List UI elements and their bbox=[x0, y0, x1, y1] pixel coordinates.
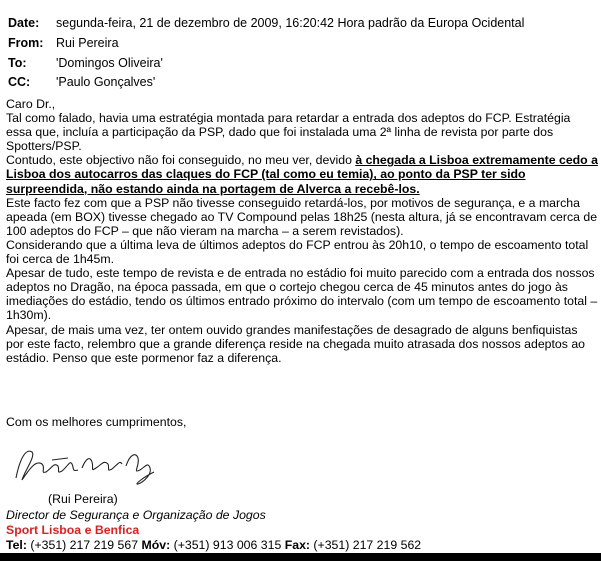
fax-label: Fax: bbox=[284, 538, 311, 552]
club-name: Sport Lisboa e Benfica bbox=[6, 523, 140, 537]
contact-line bbox=[6, 538, 421, 552]
signatory-role: Director de Segurança e Organização de Jogos bbox=[6, 508, 266, 522]
paragraph-5: Apesar de tudo, este tempo de revista e de entrada no estádio foi muito parecido com a entrada dos nossos adeptos no Dragão, na época passada, em que o cortejo chegou cerca de 45 minutos antes do jogo às imediações do estádio, tendo os últimos entrado próximo do intervalo (com um tempo de escoamento total – 1h30m). bbox=[6, 266, 598, 323]
to-value: 'Domingos Oliveira' bbox=[56, 56, 163, 70]
greeting: Caro Dr., bbox=[6, 97, 56, 111]
paragraph-2-start: Contudo, este objectivo não foi conseguido, no meu ver, devido bbox=[6, 153, 356, 168]
paragraph-6: Apesar, de mais uma vez, ter ontem ouvido grandes manifestações de desagrado de alguns benfiquistas por este facto, relembro que a grande diferença reside na chegada muito atrasada dos nossos adeptos ao estádio. Penso que este pormenor faz a diferença. bbox=[6, 322, 586, 365]
from-label: From: bbox=[8, 36, 44, 50]
paragraph-4: Considerando que a última leva de últimos adeptos do FCP entrou às 20h10, o tempo de escoamento total foi cerca de 1h45m. bbox=[6, 237, 589, 267]
signatory-name: (Rui Pereira) bbox=[48, 492, 118, 506]
email-body bbox=[6, 97, 598, 365]
tel-label: Tel: bbox=[6, 538, 27, 552]
paragraph-2 bbox=[6, 153, 598, 195]
paragraph-2-underlined: à chegada a Lisboa extremamente cedo a Lisboa dos autocarros das claques do FCP (tal como eu temia), ao ponto da PSP ter sido surpreendida, não estando ainda na portagem de Alverca a recebê-los. bbox=[6, 153, 598, 196]
from-value: Rui Pereira bbox=[56, 36, 119, 50]
cc-value: 'Paulo Gonçalves' bbox=[56, 75, 156, 89]
tel-value: (+351) 217 219 567 bbox=[26, 538, 142, 552]
handwritten-signature bbox=[12, 438, 162, 488]
to-label: To: bbox=[8, 56, 27, 70]
mov-value: (+351) 913 006 315 bbox=[170, 538, 285, 552]
bottom-border bbox=[0, 553, 601, 561]
fax-value: (+351) 217 219 562 bbox=[310, 538, 422, 552]
mov-label: Móv: bbox=[141, 538, 171, 552]
date-label: Date: bbox=[8, 16, 40, 30]
date-value: segunda-feira, 21 de dezembro de 2009, 16:20:42 Hora padrão da Europa Ocidental bbox=[56, 16, 525, 30]
cc-label: CC: bbox=[8, 75, 31, 89]
paragraph-1: Tal como falado, havia uma estratégia montada para retardar a entrada dos adeptos do FCP. Estratégia essa que, incluía a participação da PSP, dado que foi instalada uma 2ª linha de revista por parte dos Spotters/PSP. bbox=[6, 111, 571, 154]
closing-line: Com os melhores cumprimentos, bbox=[6, 415, 187, 429]
paragraph-3: Este facto fez com que a PSP não tivesse conseguido retardá-los, por motivos de segurança, e a marcha apeada (em BOX) tivesse chegado ao TV Compound pelas 18h25 (nesta altura, já se encontravam cerca de 100 adeptos do FCP – que não vieram na marcha – a serem revistados). bbox=[6, 195, 598, 238]
